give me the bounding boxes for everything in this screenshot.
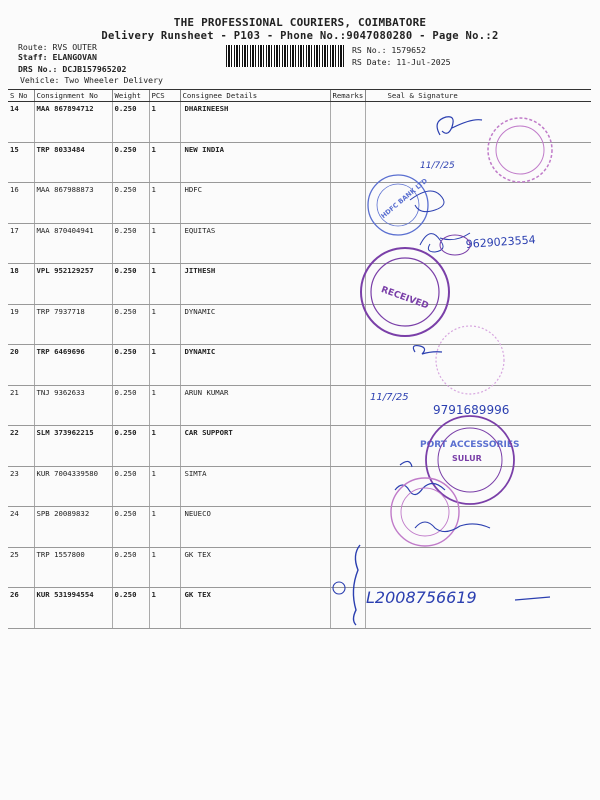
handwritten-phone-row21: 9791689996 [433,403,510,417]
cell-remarks [330,507,365,548]
cell-signature [365,183,591,224]
cell-weight: 0.250 [112,426,149,467]
barcode [226,45,344,67]
rs-number: RS No.: 1579652 [352,45,426,55]
cell-sno: 23 [8,466,34,507]
vehicle-label: Vehicle: Two Wheeler Delivery [20,75,163,85]
table-header-row [8,90,591,102]
col-signature: Seal & Signature [365,90,591,102]
cell-weight: 0.250 [112,264,149,305]
cell-signature [365,507,591,548]
cell-weight: 0.250 [112,102,149,143]
table-row [8,385,591,426]
cell-consignment: SPB 20089832 [34,507,112,548]
company-title: THE PROFESSIONAL COURIERS, COIMBATORE [173,16,427,29]
table-row [8,264,591,305]
cell-consignment: VPL 952129257 [34,264,112,305]
cell-consignment: KUR 7004339580 [34,466,112,507]
cell-consignment: SLM 373962215 [34,426,112,467]
cell-weight: 0.250 [112,588,149,629]
cell-consignee: HDFC [180,183,330,224]
col-remarks: Remarks [330,90,365,102]
table-row [8,547,591,588]
cell-pcs: 1 [149,385,180,426]
runsheet-title: Delivery Runsheet - P103 - Phone No.:9047080280 - Page No.:2 [101,30,499,42]
cell-pcs: 1 [149,466,180,507]
cell-pcs: 1 [149,426,180,467]
cell-consignment: MAA 870404941 [34,223,112,264]
table-row [8,345,591,386]
cell-sno: 22 [8,426,34,467]
cell-consignee: GK TEX [180,547,330,588]
col-consignee: Consignee Details [180,90,330,102]
cell-sno: 21 [8,385,34,426]
cell-sno: 17 [8,223,34,264]
runsheet-table [8,89,591,629]
cell-consignee: NEW INDIA [180,142,330,183]
table-row [8,507,591,548]
cell-consignment: KUR 531994554 [34,588,112,629]
cell-consignment: MAA 867988873 [34,183,112,224]
stamp-text-port: PORT ACCESSORIES [420,440,520,450]
cell-consignee: ARUN KUMAR [180,385,330,426]
cell-pcs: 1 [149,223,180,264]
cell-weight: 0.250 [112,345,149,386]
table-row [8,466,591,507]
cell-pcs: 1 [149,304,180,345]
cell-sno: 20 [8,345,34,386]
table-row [8,304,591,345]
cell-consignment: MAA 867894712 [34,102,112,143]
table-row [8,142,591,183]
cell-sno: 19 [8,304,34,345]
cell-sno: 15 [8,142,34,183]
cell-remarks [330,547,365,588]
cell-sno: 26 [8,588,34,629]
cell-consignee: DYNAMIC [180,345,330,386]
cell-consignee: CAR SUPPORT [180,426,330,467]
cell-consignment: TRP 6469696 [34,345,112,386]
cell-remarks [330,223,365,264]
table-row [8,102,591,143]
cell-remarks [330,183,365,224]
cell-weight: 0.250 [112,547,149,588]
cell-pcs: 1 [149,588,180,629]
cell-consignment: TNJ 9362633 [34,385,112,426]
cell-consignee: NEUECO [180,507,330,548]
col-weight: Weight [112,90,149,102]
cell-remarks [330,304,365,345]
cell-pcs: 1 [149,547,180,588]
cell-remarks [330,466,365,507]
cell-signature [365,547,591,588]
cell-pcs: 1 [149,507,180,548]
cell-signature [365,142,591,183]
handwritten-phone: 9629023554 [465,233,537,251]
col-sno: S No [8,90,34,102]
cell-remarks [330,588,365,629]
table-row [8,183,591,224]
cell-consignee: EQUITAS [180,223,330,264]
cell-signature [365,345,591,386]
table-row [8,588,591,629]
cell-consignee: GK TEX [180,588,330,629]
received-stamp-text: RECEIVED [379,285,430,312]
cell-remarks [330,345,365,386]
cell-signature [365,588,591,629]
cell-pcs: 1 [149,183,180,224]
cell-weight: 0.250 [112,466,149,507]
cell-pcs: 1 [149,264,180,305]
cell-remarks [330,426,365,467]
cell-consignment: TRP 8033484 [34,142,112,183]
cell-weight: 0.250 [112,304,149,345]
cell-pcs: 1 [149,142,180,183]
cell-consignee: JITHESH [180,264,330,305]
cell-consignment: TRP 7937718 [34,304,112,345]
cell-signature [365,223,591,264]
cell-signature [365,304,591,345]
cell-signature [365,264,591,305]
cell-signature [365,426,591,467]
hdfc-stamp-text: HDFC BANK LTD [379,176,429,221]
col-consignment: Consignment No [34,90,112,102]
cell-consignee: DHARINEESH [180,102,330,143]
cell-signature [365,102,591,143]
cell-sno: 24 [8,507,34,548]
sullur-stamp-text: SULUR [452,454,482,463]
staff-label: Staff: ELANGOVAN [18,52,97,62]
handwritten-note: L2008756619 [366,588,477,607]
cell-weight: 0.250 [112,385,149,426]
route-label: Route: RVS OUTER [18,42,97,52]
col-pcs: PCS [149,90,180,102]
cell-consignee: DYNAMIC [180,304,330,345]
cell-pcs: 1 [149,345,180,386]
cell-weight: 0.250 [112,507,149,548]
cell-sno: 25 [8,547,34,588]
table-row [8,426,591,467]
cell-weight: 0.250 [112,142,149,183]
cell-remarks [330,264,365,305]
cell-signature [365,466,591,507]
cell-weight: 0.250 [112,223,149,264]
cell-sno: 16 [8,183,34,224]
rs-date: RS Date: 11-Jul-2025 [352,57,451,67]
cell-pcs: 1 [149,102,180,143]
cell-weight: 0.250 [112,183,149,224]
cell-remarks [330,102,365,143]
table-row [8,223,591,264]
cell-sno: 14 [8,102,34,143]
handwritten-date: 11/7/25 [420,161,455,171]
cell-consignee: SIMTA [180,466,330,507]
handwritten-date-row21: 11/7/25 [370,392,409,403]
cell-consignment: TRP 1557800 [34,547,112,588]
cell-remarks [330,142,365,183]
drs-number: DRS No.: DCJB157965202 [18,64,127,74]
cell-remarks [330,385,365,426]
cell-sno: 18 [8,264,34,305]
cell-signature [365,385,591,426]
